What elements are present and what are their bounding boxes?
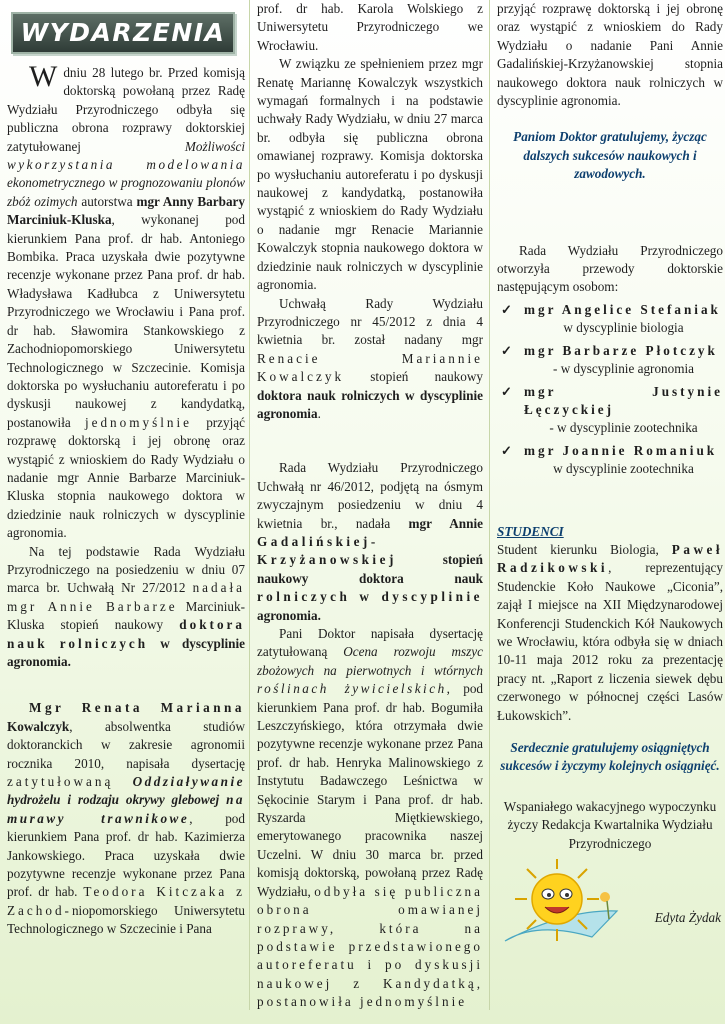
paragraph: Na tej podstawie Rada Wydziału Przyrodniczego na posiedzeniu w dniu 07 marca br. Uchwałą Nr 27/2012 nadała mgr Annie Barbarze Marciniuk-Kluska stopień naukowy doktora nauk rolniczych w dyscyplinie agronomia.	[7, 543, 245, 669]
author-signature: Edyta Żydak	[654, 910, 721, 926]
doctoral-list	[497, 301, 723, 479]
paragraph: Rada Wydziału Przyrodniczego otworzyła przewody doktorskie następującym osobom:	[497, 242, 723, 295]
paragraph: Mgr Renata Marianna Kowalczyk, absolwentka studiów doktoranckich w zakresie agronomii rocznika 2010, napisała dysertację zatytułowaną Oddziaływanie hydrożelu i rodzaju okrywy glebowej na murawy trawnikowe, pod kierunkiem Pana prof. dr hab. Kazimierza Jankowskiego. Praca uzyskała dwie pozytywne recenzje wykonane przez Pana prof. dr hab. Teodora Kitczaka z Zachod-niopomorskiego Uniwersytetu Technologicznego w Szczecinie i Pana	[7, 700, 245, 937]
holiday-wishes: Wspaniałego wakacyjnego wypoczynku życzy Redakcja Kwartalnika Wydziału Przyrodniczego	[503, 798, 717, 851]
paragraph: przyjąć rozprawę doktorską i jej obronę oraz wystąpić z wnioskiem do Rady Wydziału o nadanie Pani Annie Gadalińskiej-Krzyżanowskiej stopnia naukowego doktora nauk rolniczych w dyscyplinie agronomia.	[497, 1, 723, 109]
list-item: ✓ mgr Justynie Łęczyckiej - w dyscyplinie zootechnika	[501, 383, 723, 436]
list-item: ✓ mgr Angelice Stefaniak w dyscyplinie biologia	[501, 301, 721, 336]
congratulations-note: Paniom Doktor gratulujemy, życząc dalszych sukcesów naukowych i zawodowych.	[513, 129, 707, 182]
drop-cap: W	[29, 60, 58, 93]
sun-clipart	[497, 859, 627, 959]
list-item: ✓ mgr Barbarze Płotczyk - w dyscyplinie agronomia	[501, 342, 718, 377]
paragraph: Uchwałą Rady Wydziału Przyrodniczego nr 45/2012 z dnia 4 kwietnia br. został nadany mgr Renacie Mariannie Kowalczyk stopień naukowy doktora nauk rolniczych w dyscyplinie agronomia.	[257, 295, 483, 421]
column-2	[257, 0, 483, 1012]
paragraph: Student kierunku Biologia, Paweł Radzikowski, reprezentujący Studenckie Koło Naukowe „Ciconia”, zajął I miejsce na XII Międzynarodowej Konferencji Studenckich Kół Naukowych we Wrocławiu, która odbyła się w dniach 10-11 maja 2012 roku za prezentację pracy nt. „Raport z liczenia siewek dębu czerwonego w północnej części Lasów Łukowskich”.	[497, 541, 723, 723]
column-divider	[249, 0, 250, 1010]
column-3	[497, 0, 723, 961]
paragraph: Pani Doktor napisała dysertację zatytułowaną Ocena rozwoju mszyc zbożowych na pierwotnych i wtórnych roślinach żywicielskich, pod kierunkiem Pana prof. dr hab. Bogumiła Leszczyńskiego, która otrzymała dwie pozytywne recenzje wykonane przez Pana prof. dr hab. Henryka Malinowskiego z Instytutu Badawczego Leśnictwa w Sękocinie Starym i Pana prof. dr hab. Ryszarda Miętkiewskiego, emerytowanego pracownika naszej Uczelni. W dniu 30 marca br. przed komisją doktorską, powołaną przez Radę Wydziału, odbyła się publiczna obrona omawianej rozprawy, która na podstawie przedstawionego autoreferatu i po dyskusji naukowej z Kandydatką, postanowiła jednomyślnie	[257, 626, 484, 1010]
column-divider	[489, 0, 490, 1010]
section-banner	[11, 12, 235, 54]
column-1	[7, 0, 245, 939]
check-icon: ✓	[501, 301, 513, 317]
section-title: WYDARZENIA	[20, 18, 226, 47]
congratulations-note: Serdecznie gratulujemy osiągniętych sukcesów i życzymy kolejnych osiągnięć.	[500, 740, 720, 774]
section-heading-students: STUDENCI	[497, 523, 564, 539]
paragraph: W związku ze spełnieniem przez mgr Renatę Mariannę Kowalczyk wszystkich wymagań formalnych i na podstawie uchwały Rady Wydziału, w dniu 27 marca br. odbyła się publiczna obrona omawianej rozprawy. Komisja doktorska po wysłuchaniu autoreferatu i po dyskusji naukowej z kandydatką, postanowiła wystąpić z wnioskiem do Rady Wydziału o nadanie mgr Renacie Mariannie Kowalczyk stopnia naukowego doktora w dziedzinie nauk rolniczych w dyscyplinie agronomia.	[257, 56, 483, 293]
list-item: ✓ mgr Joannie Romaniuk w dyscyplinie zootechnika	[501, 442, 718, 477]
paragraph: Rada Wydziału Przyrodniczego Uchwałą nr 46/2012, podjętą na ósmym zwyczajnym posiedzeniu w dniu 4 kwietnia br., nadała mgr Annie Gadalińskiej-Krzyżanowskiej stopień naukowy doktora nauk rolniczych w dyscyplinie agronomia.	[257, 460, 483, 623]
check-icon: ✓	[501, 442, 513, 458]
check-icon: ✓	[501, 342, 513, 358]
paragraph: prof. dr hab. Karola Wolskiego z Uniwersytetu Przyrodniczego we Wrocławiu.	[257, 1, 483, 53]
paragraph: Wdniu 28 lutego br. Przed komisją doktorską powołaną przez Radę Wydziału Przyrodniczego odbyła się publiczna obrona rozprawy doktorskiej zatytułowanej Możliwości wykorzystania modelowania ekonometrycznego w prognozowaniu plonów zbóż ozimych autorstwa mgr Anny Barbary Marciniuk-Kluska, wykonanej pod kierunkiem Pana prof. dr hab. Antoniego Bombika. Praca uzyskała dwie pozytywne recenzje wykonane przez Pana prof. dr hab. Władysława Kadłubca z Uniwersytetu Przyrodniczego we Wrocławiu i Pana prof. dr hab. Sławomira Stankowskiego z Zachodniopomorskiego Uniwersytetu Technologicznego w Szczecinie. Komisja doktorska po wysłuchaniu autoreferatu i po dyskusji naukowej z kandydatką, postanowiła jednomyślnie przyjąć rozprawę doktorską i jej obronę oraz wystąpić z wnioskiem do Rady Wydziału o nadanie mgr Annie Barbarze Marciniuk-Kluska stopnia naukowego doktora w dziedzinie nauk rolniczych w dyscyplinie agronomia.	[7, 60, 245, 541]
sun-clipart-area	[497, 859, 723, 961]
check-icon: ✓	[501, 383, 513, 399]
